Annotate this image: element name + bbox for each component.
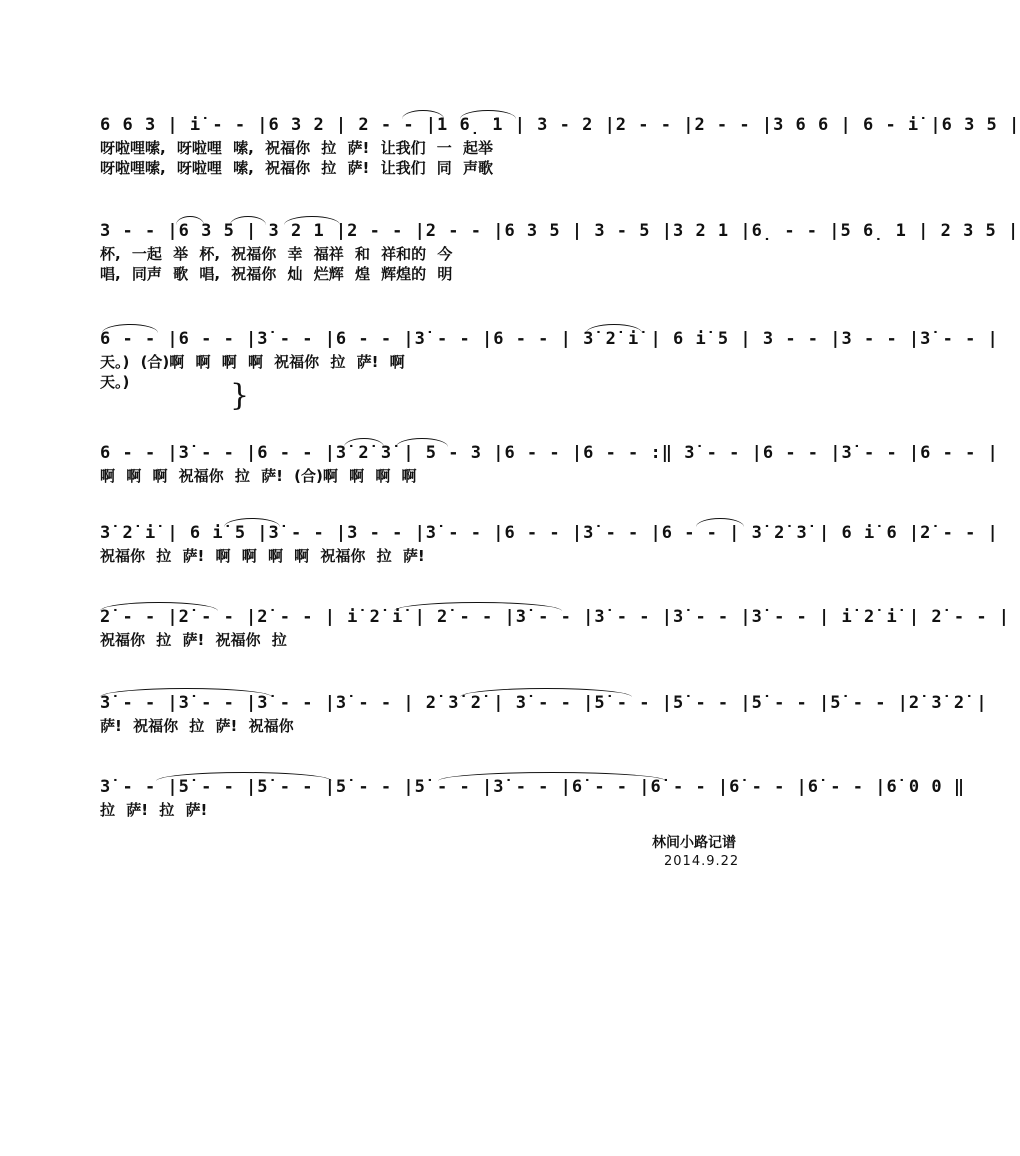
staff-row-5 [100, 520, 999, 566]
transcriber-credit: 林间小路记谱 [652, 835, 736, 851]
transcription-date: 2014.9.22 [664, 854, 740, 869]
notation-line: 3̇ 2̇ i̇ | 6 i̇ 5 |3̇ - - |3 - - |3̇ - - |6 - - |3̇ - - |6 - - | 3̇ 2̇ 3̇ | 6 i̇ 6 |2̇ - - | [100, 523, 999, 543]
lyric-line: 呀啦哩嗦, 呀啦哩 嗦, 祝福你 拉 萨! 让我们 一 起举 [100, 139, 494, 157]
staff-row-8 [100, 774, 966, 820]
lyric-line: 萨! 祝福你 拉 萨! 祝福你 [100, 717, 294, 735]
notation-line: 3̇ - - |5̇ - - |5̇ - - |5̇ - - |5̇ - - |3̇ - - |6̇ - - |6̇ - - |6̇ - - |6̇ - - |6̇ 0 0 ‖ [100, 777, 966, 797]
staff-row-4 [100, 440, 999, 486]
notation-line: 3̇ - - |3̇ - - |3̇ - - |3̇ - - | 2̇ 3̇ 2̇ | 3̇ - - |5̇ - - |5̇ - - |5̇ - - |5̇ - - |2̇ 3̇ 2̇ | [100, 693, 988, 713]
notation-line: 3 - - |6 3 5 | 3 2 1 |2 - - |2 - - |6 3 5 | 3 - 5 |3 2 1 |6̣ - - |5 6̣ 1 | 2 3 5 | [100, 221, 1020, 241]
notation-line: 6 - - |6 - - |3̇ - - |6 - - |3̇ - - |6 - - | 3̇ 2̇ i̇ | 6 i̇ 5 | 3 - - |3 - - |3̇ - - | [100, 329, 999, 349]
staff-row-2 [100, 218, 1020, 284]
lyric-line: 拉 萨! 拉 萨! [100, 801, 208, 819]
lyric-line: 啊 啊 啊 祝福你 拉 萨! (合)啊 啊 啊 啊 [100, 467, 417, 485]
brace-symbol: } [230, 378, 250, 413]
staff-row-6 [100, 604, 1011, 650]
lyric-line: 祝福你 拉 萨! 啊 啊 啊 啊 祝福你 拉 萨! [100, 547, 425, 565]
staff-row-7 [100, 690, 988, 736]
lyric-line: 天。) (合)啊 啊 啊 啊 祝福你 拉 萨! 啊 [100, 353, 405, 371]
lyric-line: 呀啦哩嗦, 呀啦哩 嗦, 祝福你 拉 萨! 让我们 同 声歌 [100, 159, 494, 177]
lyric-line: 祝福你 拉 萨! 祝福你 拉 [100, 631, 287, 649]
lyric-line: 天。) [100, 373, 130, 391]
staff-row-1 [100, 112, 1020, 178]
notation-line: 2̇ - - |2̇ - - |2̇ - - | i̇ 2̇ i̇ | 2̇ - - |3̇ - - |3̇ - - |3̇ - - |3̇ - - | i̇ 2̇ i̇ | 2̇ - - | [100, 607, 1011, 627]
notation-line: 6 - - |3̇ - - |6 - - |3̇ 2̇ 3̇ | 5 - 3 |6 - - |6 - - :‖ 3̇ - - |6 - - |3̇ - - |6 - - | [100, 443, 999, 463]
lyric-line: 杯, 一起 举 杯, 祝福你 幸 福祥 和 祥和的 今 [100, 245, 453, 263]
notation-line: 6 6 3 | i̇ - - |6 3 2 | 2 - - |1 6̣ 1 | 3 - 2 |2 - - |2 - - |3 6 6 | 6 - i̇ |6 3 5 | [100, 115, 1020, 135]
staff-row-3 [100, 326, 999, 413]
lyric-line: 唱, 同声 歌 唱, 祝福你 灿 烂辉 煌 辉煌的 明 [100, 265, 453, 283]
